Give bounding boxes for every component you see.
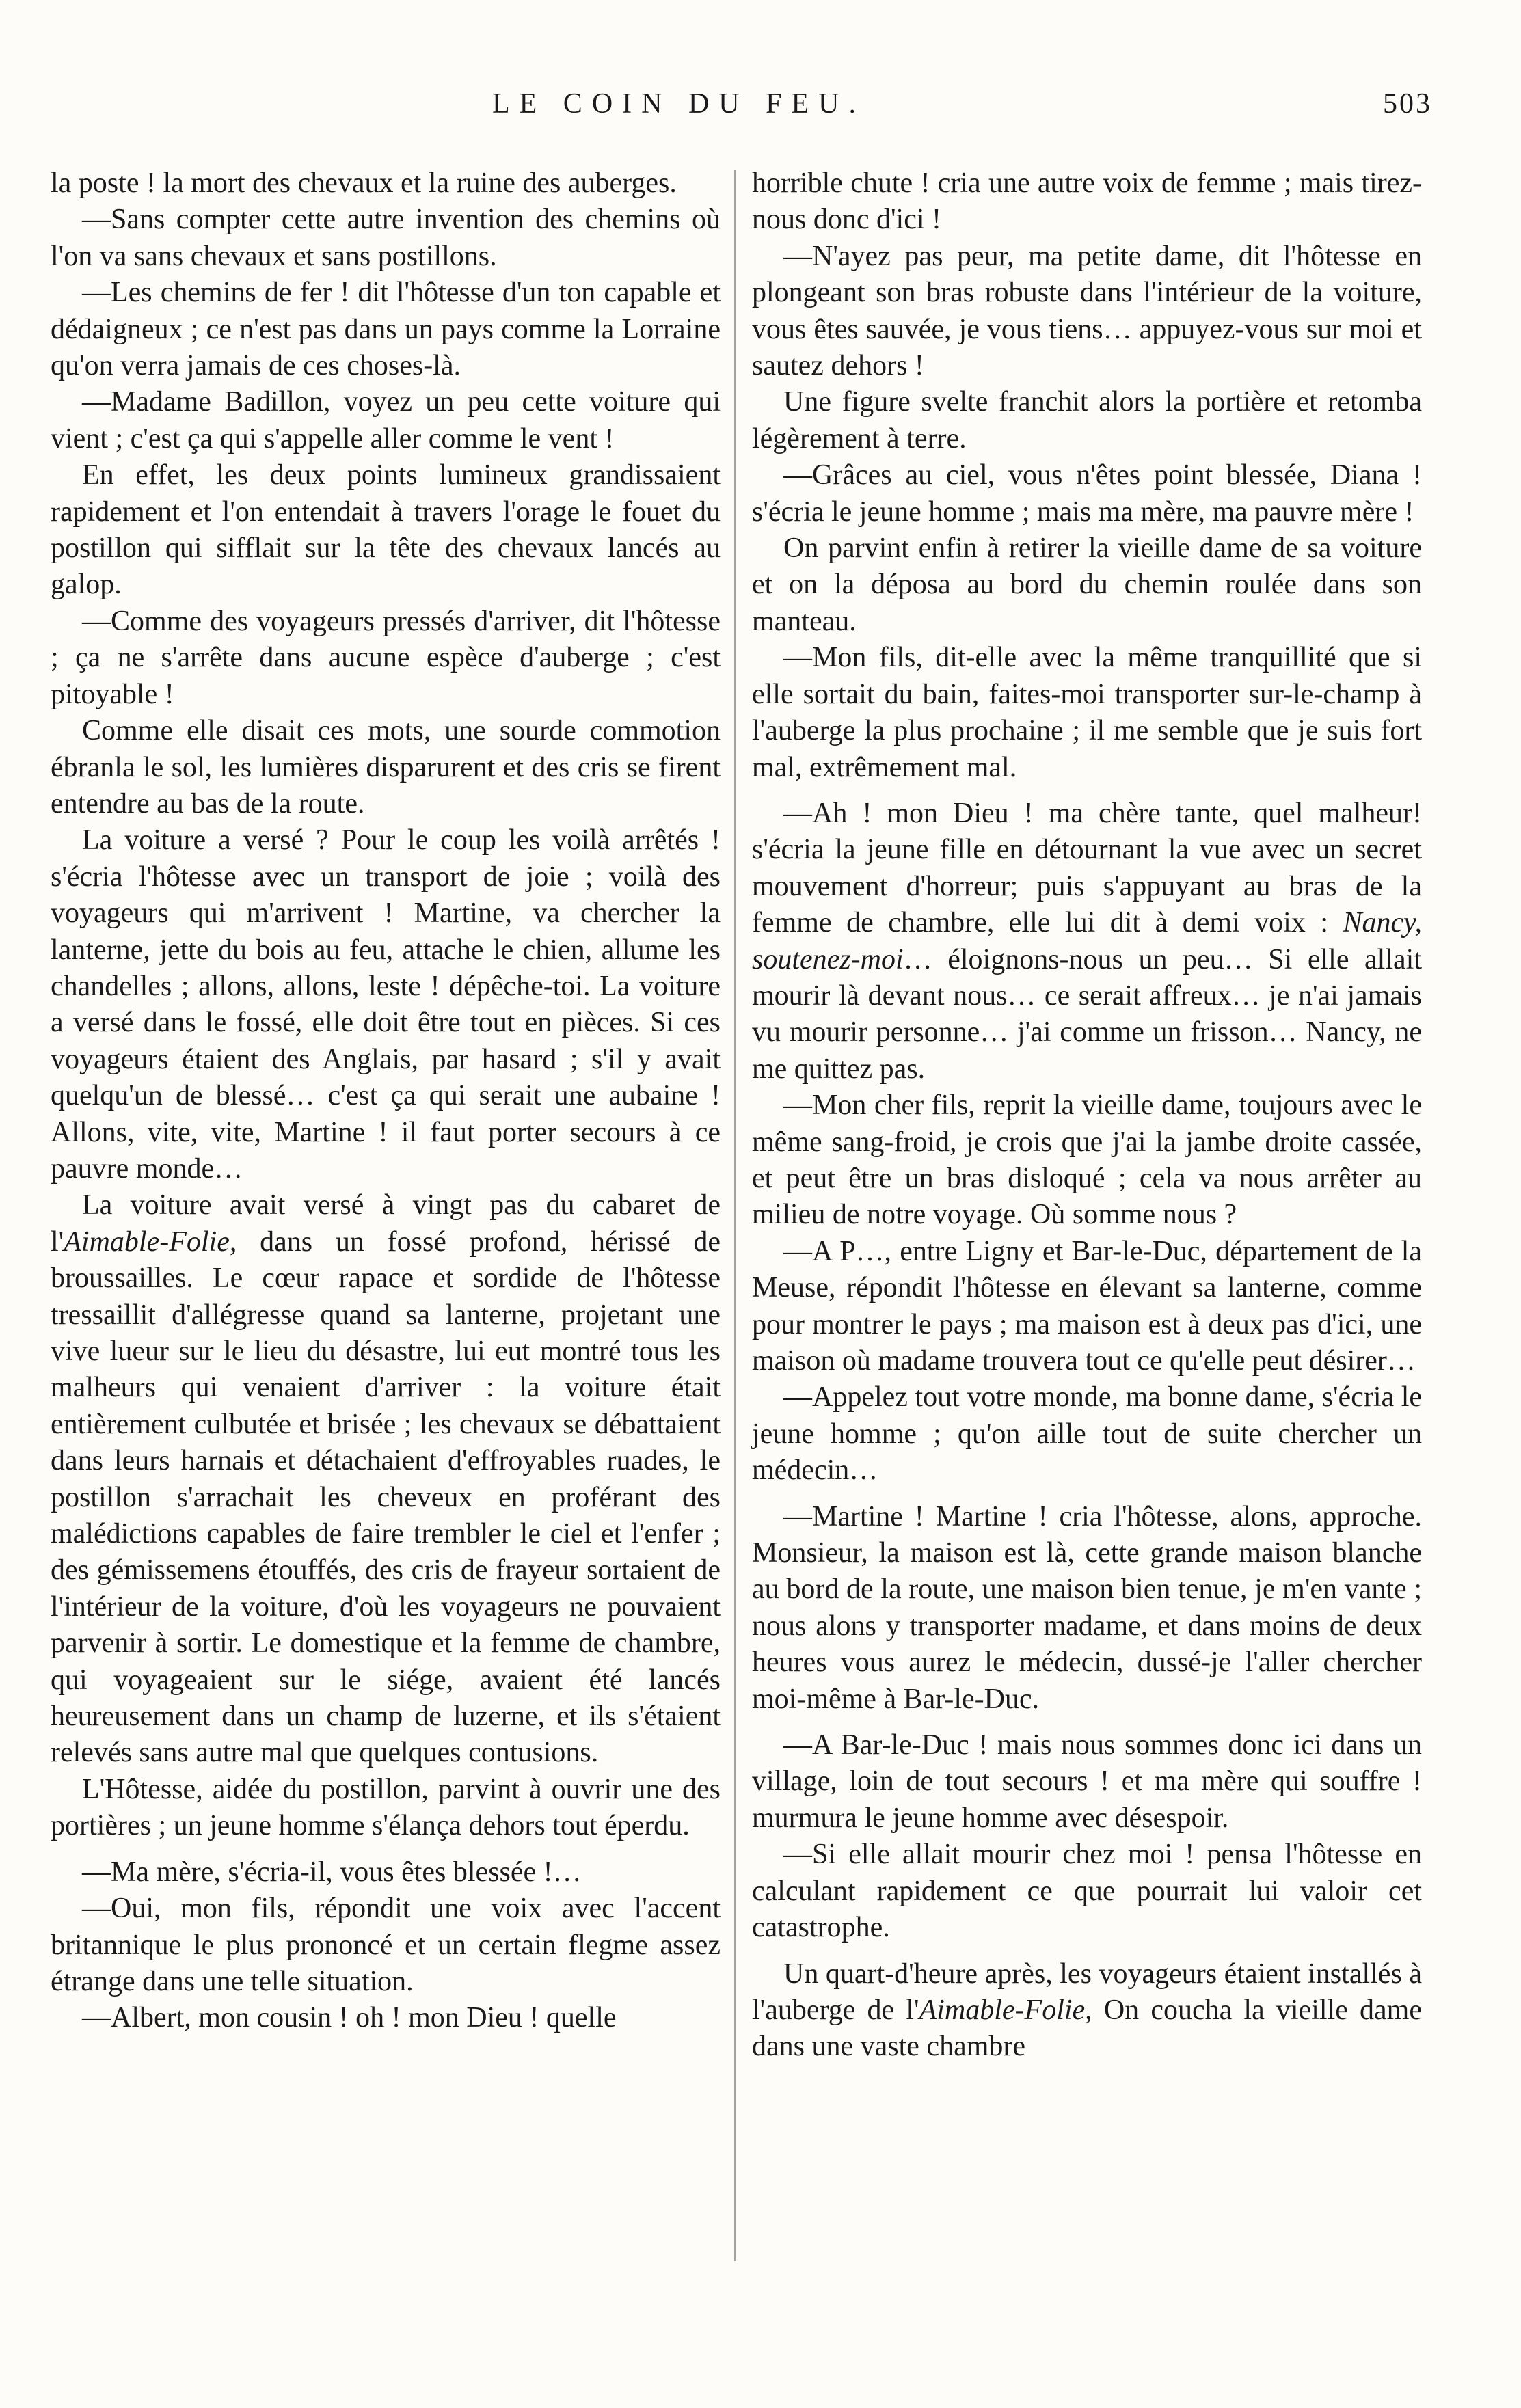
paragraph: la poste ! la mort des chevaux et la ruine des auberges. (51, 167, 677, 199)
paragraph: Une figure svelte franchit alors la portière et retomba légèrement à terre. (752, 386, 1422, 455)
paragraph: La voiture a versé ? Pour le coup les voilà arrêtés ! s'écria l'hôtesse avec un transport de joie ; voilà des voyageurs qui m'arrivent ! Martine, va chercher la lanterne, jette du bois au feu, attache le chien, allume les chandelles ; allons, allons, leste ! dépêche-toi. La voiture a versé dans le fossé, elle doit être tout en pièces. Si ces voyageurs étaient des Anglais, par hasard ; s'il y avait quelqu'un de blessé… c'est ça qui serait une aubaine ! Allons, vite, vite, Martine ! il faut porter secours à ce pauvre monde… (51, 824, 721, 1185)
running-title: LE COIN DU FEU. (492, 88, 865, 120)
paragraph: —A Bar-le-Duc ! mais nous sommes donc ici dans un village, loin de tout secours ! et ma mère qui souffre ! murmura le jeune homme avec désespoir. (752, 1729, 1422, 1834)
paragraph: —Mon fils, dit-elle avec la même tranquillité que si elle sortait du bain, faites-moi transporter sur-le-champ à l'auberge la plus prochaine ; il me semble que je suis fort mal, extrêmement mal. (752, 642, 1422, 783)
paragraph: Comme elle disait ces mots, une sourde commotion ébranla le sol, les lumières disparurent et des cris se firent entendre au bas de la route. (51, 715, 721, 820)
paragraph: —Madame Badillon, voyez un peu cette voiture qui vient ; c'est ça qui s'appelle aller comme le vent ! (51, 386, 721, 455)
paragraph: En effet, les deux points lumineux grandissaient rapidement et l'on entendait à travers l'orage le fouet du postillon qui sifflait sur la tête des chevaux lancés au galop. (51, 459, 721, 601)
paragraph: —Les chemins de fer ! dit l'hôtesse d'un ton capable et dédaigneux ; ce n'est pas dans un pays comme la Lorraine qu'on verra jamais de ces choses-là. (51, 277, 721, 382)
paragraph: —Mon cher fils, reprit la vieille dame, toujours avec le même sang-froid, je crois que j'ai la jambe droite cassée, et peut être un bras disloqué ; cela va nous arrêter au milieu de notre voyage. Où somme nous ? (752, 1090, 1422, 1231)
paragraph: —Grâces au ciel, vous n'êtes point blessée, Diana ! s'écria le jeune homme ; mais ma mère, ma pauvre mère ! (752, 459, 1422, 528)
paragraph: —Comme des voyageurs pressés d'arriver, dit l'hôtesse ; ça ne s'arrête dans aucune espèce d'auberge ; c'est pitoyable ! (51, 605, 721, 710)
paragraph: —Appelez tout votre monde, ma bonne dame, s'écria le jeune homme ; qu'on aille tout de suite chercher un médecin… (752, 1381, 1422, 1487)
paragraph: —Si elle allait mourir chez moi ! pensa l'hôtesse en calculant rapidement ce que pourrait lui valoir cet catastrophe. (752, 1839, 1422, 1944)
paragraph: La voiture avait versé à vingt pas du cabaret de l'Aimable-Folie, dans un fossé profond, hérissé de broussailles. Le cœur rapace et sordide de l'hôtesse tressaillit d'allégresse quand sa lanterne, projetant une vive lueur sur le lieu du désastre, lui eut montré tous les malheurs qui venaient d'arriver : la voiture était entièrement culbutée et brisée ; les chevaux se débattaient dans leurs harnais et détachaient d'effroyables ruades, le postillon s'arrachait les cheveux en proférant des malédictions capables de faire trembler le ciel et l'enfer ; des gémissemens étouffés, des cris de frayeur sortaient de l'intérieur de la voiture, d'où les voyageurs ne pouvaient parvenir à sortir. Le domestique et la femme de chambre, qui voyageaient sur le siége, avaient été lancés heureusement dans un champ de luzerne, et ils s'étaient relevés sans autre mal que quelques contusions. (51, 1189, 721, 1769)
paragraph: —Ah ! mon Dieu ! ma chère tante, quel malheur! s'écria la jeune fille en détournant la vue avec un secret mouvement d'horreur; puis s'appuyant au bras de la femme de chambre, elle lui dit à demi voix : Nancy, soutenez-moi… éloignons-nous un peu… Si elle allait mourir là devant nous… ce serait affreux… je n'ai jamais vu mourir personne… j'ai comme un frisson… Nancy, ne me quittez pas. (752, 797, 1422, 1085)
paragraph: L'Hôtesse, aidée du postillon, parvint à ouvrir une des portières ; un jeune homme s'élança dehors tout éperdu. (51, 1773, 721, 1842)
paragraph: —Martine ! Martine ! cria l'hôtesse, alons, approche. Monsieur, la maison est là, cette grande maison blanche au bord de la route, une maison bien tenue, je m'en vante ; nous alons y transporter madame, et dans moins de deux heures vous aurez le médecin, dussé-je l'aller chercher moi-même à Bar-le-Duc. (752, 1500, 1422, 1715)
right-column (752, 165, 1422, 2066)
paragraph: On parvint enfin à retirer la vieille dame de sa voiture et on la déposa au bord du chemin roulée dans son manteau. (752, 532, 1422, 637)
paragraph: —Sans compter cette autre invention des chemins où l'on va sans chevaux et sans postillons. (51, 204, 721, 272)
page-number: 503 (1383, 88, 1432, 120)
paragraph: —N'ayez pas peur, ma petite dame, dit l'hôtesse en plongeant son bras robuste dans l'intérieur de la voiture, vous êtes sauvée, je vous tiens… appuyez-vous sur moi et sautez dehors ! (752, 240, 1422, 382)
paragraph: —Ma mère, s'écria-il, vous êtes blessée !… (82, 1856, 582, 1888)
paragraph: —Oui, mon fils, répondit une voix avec l'accent britannique le plus prononcé et un certain flegme assez étrange dans une telle situation. (51, 1893, 721, 1997)
paragraph: horrible chute ! cria une autre voix de femme ; mais tirez-nous donc d'ici ! (752, 167, 1422, 236)
paragraph: —A P…, entre Ligny et Bar-le-Duc, département de la Meuse, répondit l'hôtesse en élevant sa lanterne, comme pour montrer le pays ; ma maison est à deux pas d'ici, une maison où madame trouvera tout ce qu'elle peut désirer… (752, 1235, 1422, 1377)
column-divider (734, 170, 736, 2261)
left-column (51, 165, 721, 2037)
paragraph: Un quart-d'heure après, les voyageurs étaient installés à l'auberge de l'Aimable-Folie, On coucha la vieille dame dans une vaste chambre (752, 1958, 1422, 2063)
paragraph: —Albert, mon cousin ! oh ! mon Dieu ! quelle (82, 2002, 617, 2034)
running-head (0, 87, 1521, 128)
